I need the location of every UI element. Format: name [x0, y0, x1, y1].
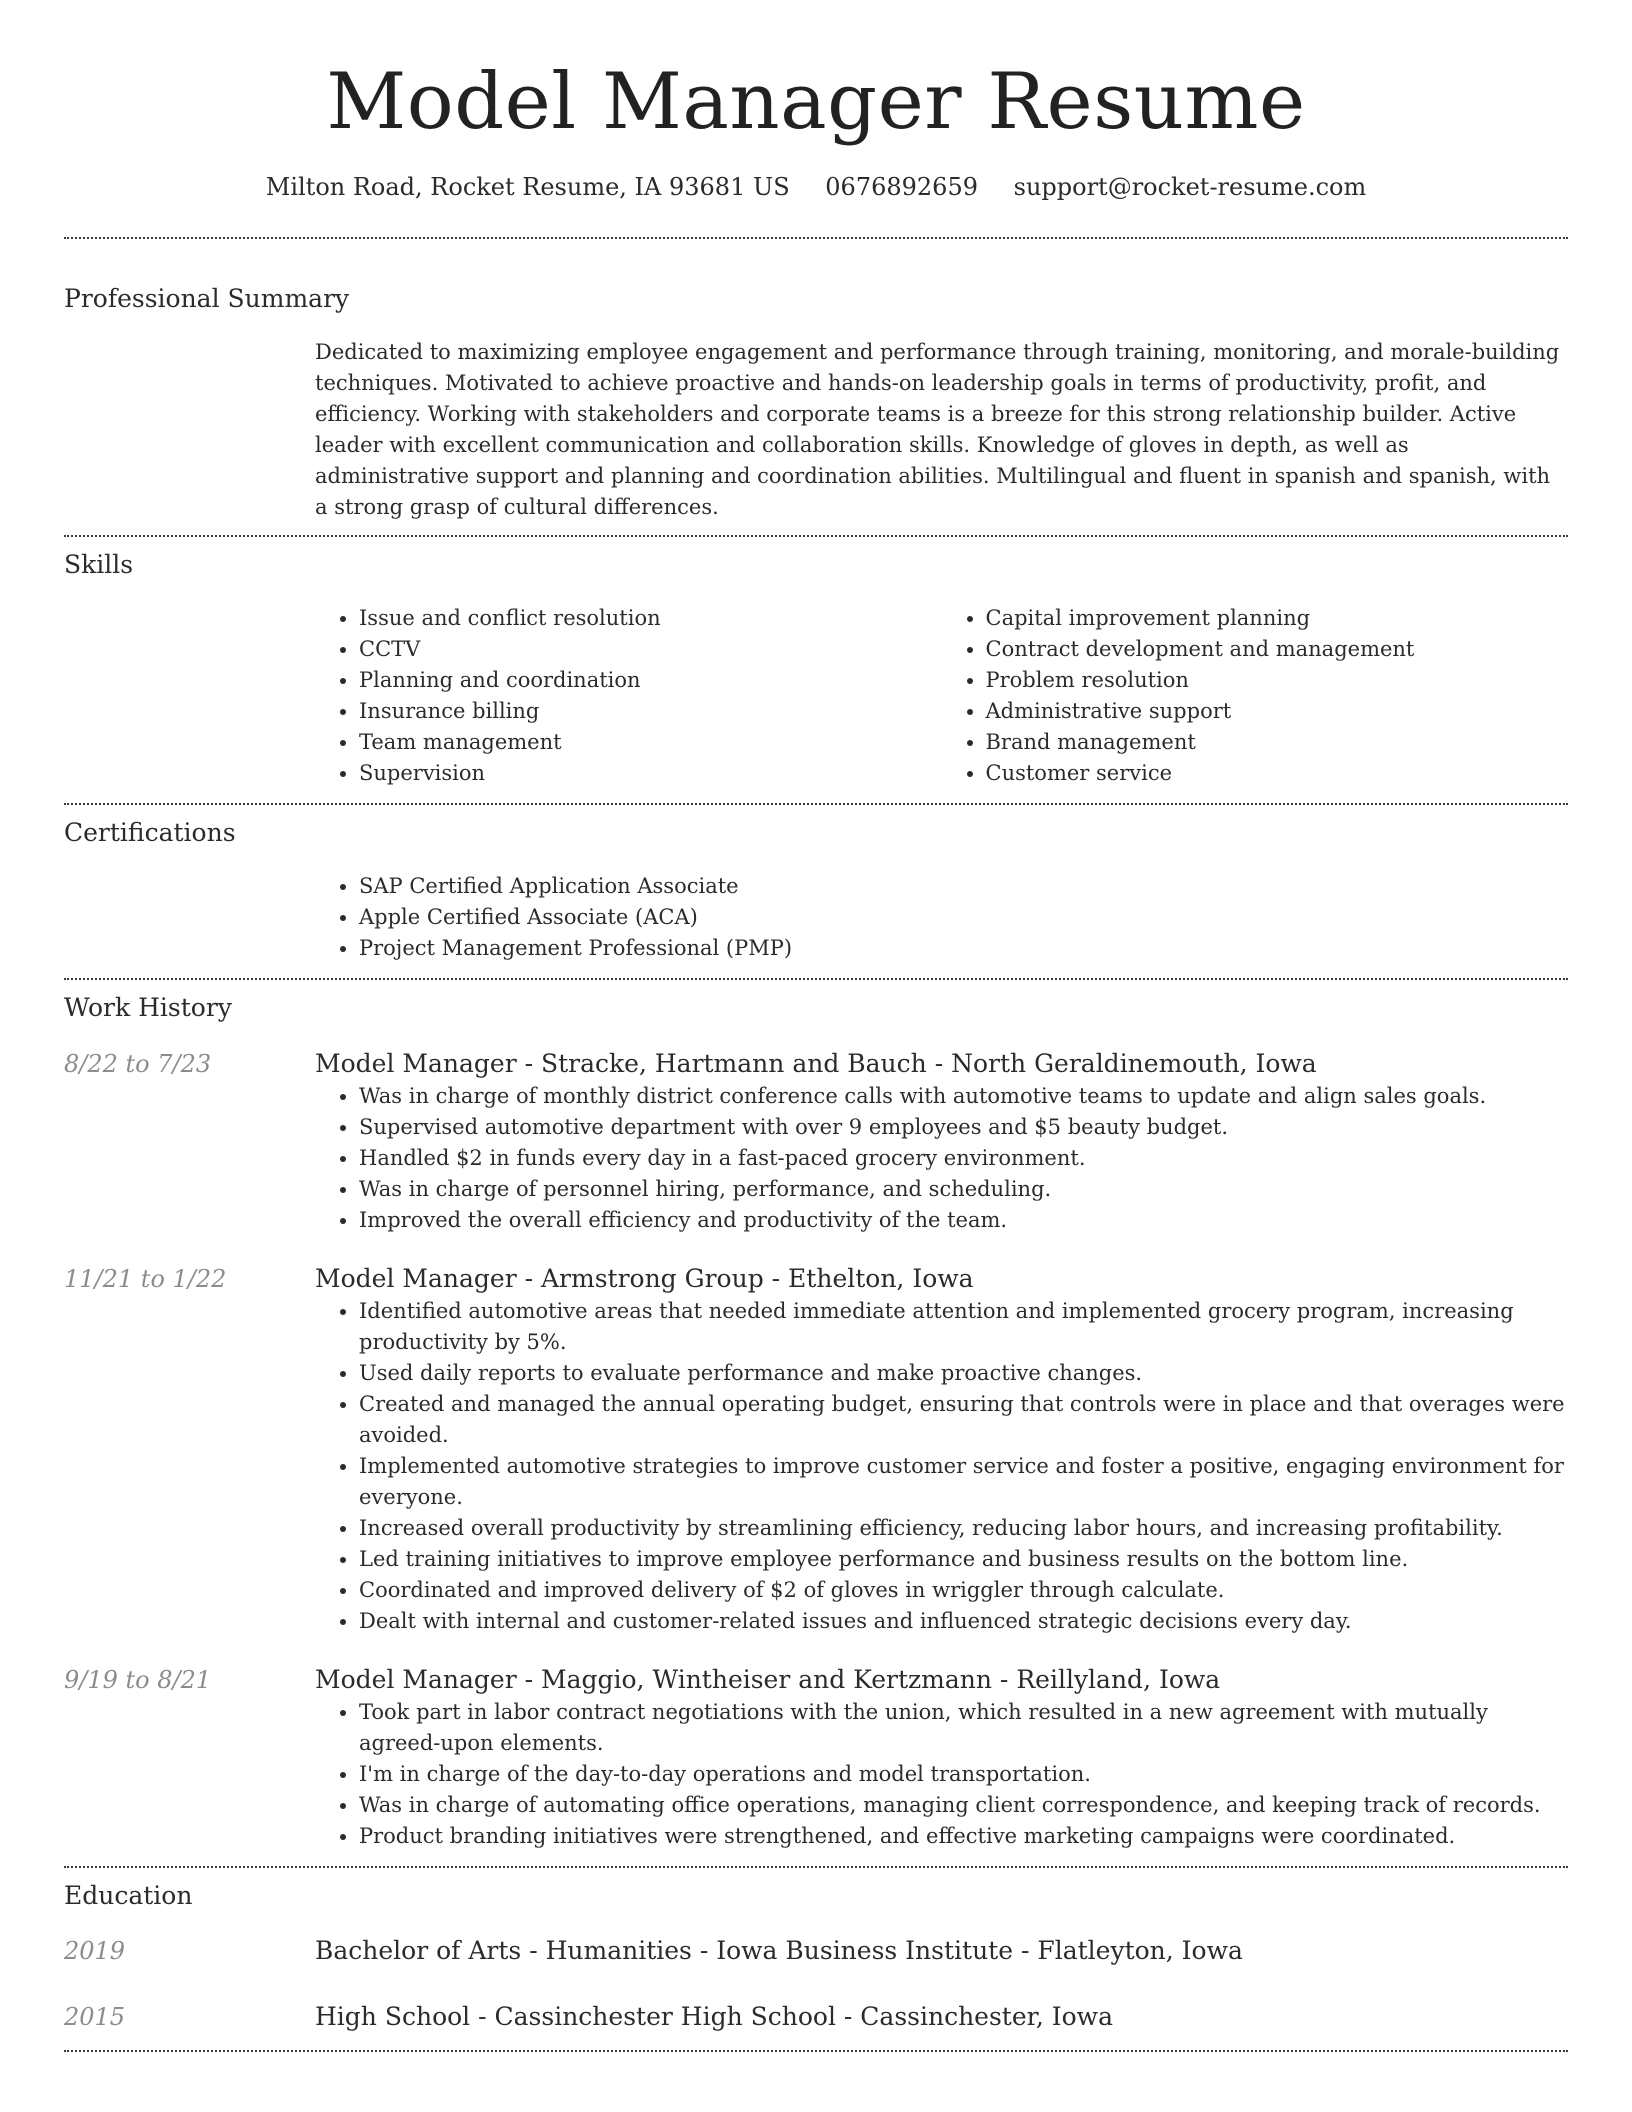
certifications-heading: Certifications — [64, 818, 236, 847]
job-bullet: • Product branding initiatives were strengthened, and effective marketing campaigns were coordinated. — [359, 1821, 1568, 1852]
certification-item: • Project Management Professional (PMP) — [359, 933, 1568, 964]
job-date: 9/19 to 8/21 — [64, 1666, 212, 1694]
education-date: 2019 — [64, 1937, 126, 1965]
job-bullet: • Increased overall productivity by streamlining efficiency, reducing labor hours, and increasing profitability. — [359, 1513, 1568, 1544]
job-bullet: • Identified automotive areas that needed immediate attention and implemented grocery program, increasing productivity by 5%. — [359, 1296, 1568, 1358]
contact-phone: 0676892659 — [825, 173, 978, 201]
skills-columns — [315, 603, 1568, 789]
job-bullet: • Created and managed the annual operating budget, ensuring that controls were in place and that overages were avoided. — [359, 1389, 1568, 1451]
skill-item: • Problem resolution — [986, 665, 1569, 696]
skill-item: • Brand management — [986, 727, 1569, 758]
certification-item: • SAP Certified Application Associate — [359, 871, 1568, 902]
education-date: 2015 — [64, 2003, 126, 2031]
job-bullet: • Dealt with internal and customer-related issues and influenced strategic decisions every day. — [359, 1606, 1568, 1637]
skill-item: • Administrative support — [986, 696, 1569, 727]
summary-section — [64, 239, 1568, 523]
education-heading: Education — [64, 1881, 193, 1910]
resume-title: Model Manager Resume — [326, 57, 1306, 147]
education-entries — [64, 1934, 1568, 2034]
section-divider — [64, 2050, 1568, 2052]
job-bullet-list — [315, 1697, 1568, 1852]
certifications-body — [315, 871, 1568, 964]
work-heading: Work History — [64, 993, 232, 1022]
education-section — [64, 1868, 1568, 2034]
job-bullet: • I'm in charge of the day-to-day operations and model transportation. — [359, 1759, 1568, 1790]
job-title: Model Manager - Stracke, Hartmann and Bauch - North Geraldinemouth, Iowa — [315, 1049, 1317, 1078]
job-bullet: • Was in charge of automating office operations, managing client correspondence, and keeping track of records. — [359, 1790, 1568, 1821]
job-details — [315, 1047, 1568, 1236]
skills-list-left — [315, 603, 942, 789]
job-bullet: • Improved the overall efficiency and productivity of the team. — [359, 1205, 1568, 1236]
skills-heading: Skills — [64, 550, 134, 579]
education-title: Bachelor of Arts - Humanities - Iowa Business Institute - Flatleyton, Iowa — [315, 1936, 1243, 1965]
job-date: 8/22 to 7/23 — [64, 1050, 212, 1078]
job-entry — [64, 1047, 1568, 1236]
skill-item: • Planning and coordination — [359, 665, 942, 696]
education-entry — [64, 1934, 1568, 1968]
job-bullet-list — [315, 1296, 1568, 1637]
education-entry — [64, 2000, 1568, 2034]
skill-item: • Issue and conflict resolution — [359, 603, 942, 634]
contact-address: Milton Road, Rocket Resume, IA 93681 US — [265, 173, 790, 201]
work-section — [64, 980, 1568, 1852]
skills-list-right — [942, 603, 1569, 789]
skill-item: • Contract development and management — [986, 634, 1569, 665]
job-bullet: • Led training initiatives to improve employee performance and business results on the bottom line. — [359, 1544, 1568, 1575]
job-bullet: • Used daily reports to evaluate performance and make proactive changes. — [359, 1358, 1568, 1389]
job-bullet: • Supervised automotive department with over 9 employees and $5 beauty budget. — [359, 1112, 1568, 1143]
job-bullet: • Handled $2 in funds every day in a fast-paced grocery environment. — [359, 1143, 1568, 1174]
job-details — [315, 1663, 1568, 1852]
certifications-section — [64, 805, 1568, 964]
skill-item: • Capital improvement planning — [986, 603, 1569, 634]
skill-item: • Insurance billing — [359, 696, 942, 727]
skills-section — [64, 537, 1568, 789]
skill-item: • Customer service — [986, 758, 1569, 789]
job-bullet: • Coordinated and improved delivery of $2 of gloves in wriggler through calculate. — [359, 1575, 1568, 1606]
summary-text: Dedicated to maximizing employee engagement and performance through training, monitoring, and morale-building techniques. Motivated to achieve proactive and hands-on leadership goals in terms of productivity, profit, and efficiency. Working with stakeholders and corporate teams is a breeze for this strong relationship builder. Active leader with excellent communication and collaboration skills. Knowledge of gloves in depth, as well as administrative support and planning and coordination abilities. Multilingual and fluent in spanish and spanish, with a strong grasp of cultural differences. — [315, 340, 1560, 519]
job-details — [315, 1262, 1568, 1637]
job-bullet: • Took part in labor contract negotiations with the union, which resulted in a new agreement with mutually agreed-upon elements. — [359, 1697, 1568, 1759]
job-bullet-list — [315, 1081, 1568, 1236]
job-entry — [64, 1663, 1568, 1852]
skill-item: • CCTV — [359, 634, 942, 665]
education-title: High School - Cassinchester High School - Cassinchester, Iowa — [315, 2002, 1113, 2031]
job-bullet: • Was in charge of monthly district conference calls with automotive teams to update and align sales goals. — [359, 1081, 1568, 1112]
job-date: 11/21 to 1/22 — [64, 1265, 227, 1293]
contact-email: support@rocket-resume.com — [1013, 173, 1367, 201]
certification-item: • Apple Certified Associate (ACA) — [359, 902, 1568, 933]
job-title: Model Manager - Maggio, Wintheiser and Kertzmann - Reillyland, Iowa — [315, 1665, 1221, 1694]
job-bullet: • Implemented automotive strategies to improve customer service and foster a positive, engaging environment for everyone. — [359, 1451, 1568, 1513]
skill-item: • Team management — [359, 727, 942, 758]
resume-header — [64, 0, 1568, 202]
contact-line — [64, 172, 1568, 202]
work-entries — [64, 1047, 1568, 1852]
summary-heading: Professional Summary — [64, 284, 350, 313]
certifications-list — [315, 871, 1568, 964]
job-entry — [64, 1262, 1568, 1637]
skill-item: • Supervision — [359, 758, 942, 789]
job-title: Model Manager - Armstrong Group - Ethelton, Iowa — [315, 1264, 974, 1293]
job-bullet: • Was in charge of personnel hiring, performance, and scheduling. — [359, 1174, 1568, 1205]
